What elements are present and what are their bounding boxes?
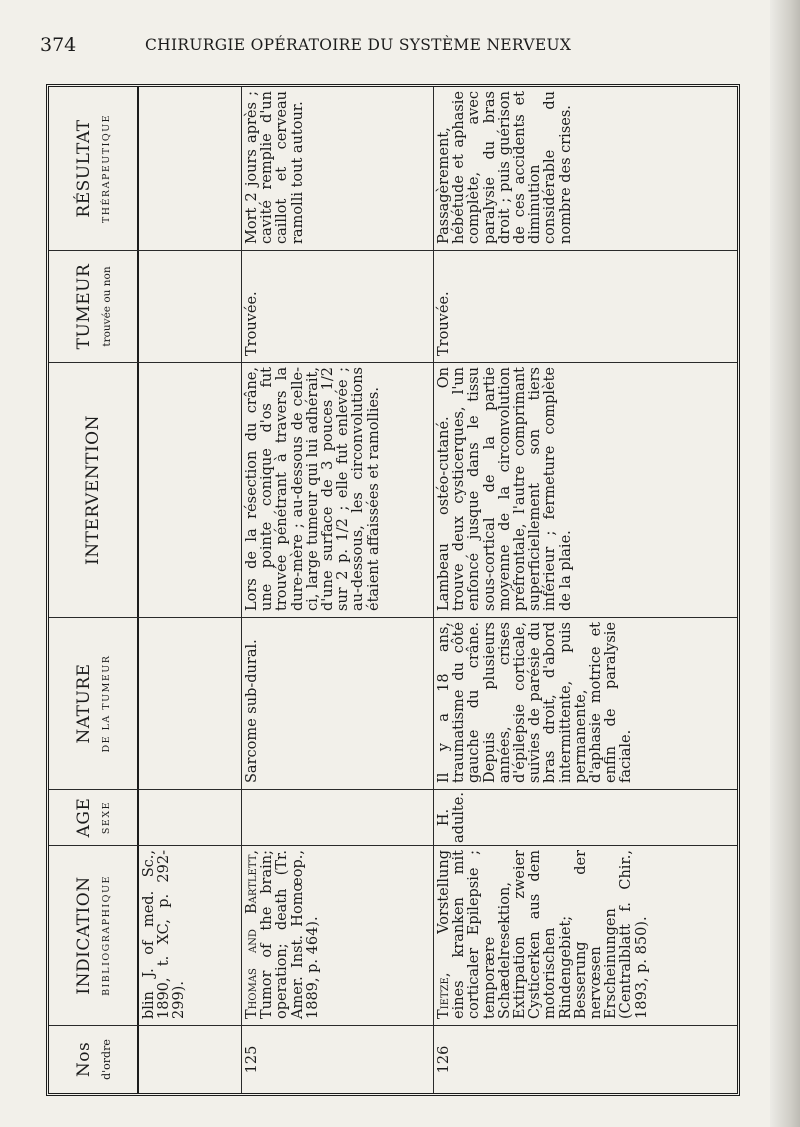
cell-indication-0 <box>139 846 242 1025</box>
cell-intervention-125: Lors de la résection du crâne, une pointe conique d'os fut trouvée pénétrant à travers la dure-mère ; au-dessous de celle-ci, large tumeur qui lui adhérait, d'une surface de 3 pouces 1/2 sur 2 p. 1/2 ; elle fut enlevée ; au-dessous, les circonvolutions étaient affaissées et ramollies. <box>242 363 434 617</box>
header-nature <box>49 618 139 789</box>
column-tumeur <box>49 250 737 362</box>
cell-tumeur-125: Trouvée. <box>242 251 434 362</box>
cell-num-126: 126 <box>436 1045 452 1074</box>
cell-resultat-125: Mort 2 jours après ; cavité remplie d'un caillot et cerveau ramolli tout autour. <box>242 87 434 250</box>
indication-text: blin J. of med. Sc., 1890, t. XC, p. 292-299). <box>141 850 188 1019</box>
cell-indication-126 <box>434 846 737 1025</box>
header-resultat <box>49 87 139 250</box>
indication-authors: Thomas and Bartlett, <box>244 850 260 1019</box>
cell-tumeur-126: Trouvée. <box>436 291 452 356</box>
cell-resultat-126: Passagèrement, hébétude et aphasie complète, avec paralysie du bras droit ; puis guérison de ces accidents et diminution considérable du nombre des crises. <box>436 91 574 244</box>
indication-authors: Tietze, <box>436 972 452 1019</box>
page-number: 374 <box>40 34 77 56</box>
header-intervention <box>49 363 139 617</box>
column-resultat <box>49 87 737 250</box>
cell-intervention-126: Lambeau ostéo-cutané. On trouve deux cysticerques, l'un enfoncé jusque dans le tissu sous-cortical de la partie moyenne de la circonvolution préfrontale, l'autre comprimant superficiellement son tiers inférieur ; fermeture complète de la plaie. <box>436 367 574 611</box>
column-indication <box>49 845 737 1025</box>
column-numero <box>49 1025 737 1093</box>
cell-nature-126: Il y a 18 ans, traumatisme du côté gauche du crâne. Depuis plusieurs années, crises d'épilepsie corticale, suivies de parésie du bras droit, d'abord intermittente, puis permanente, d'aphasie motrice et enfin de paralysie faciale. <box>436 622 635 783</box>
column-age <box>49 789 737 845</box>
header-tumeur-title: TUMEUR <box>74 263 94 350</box>
header-indication-sub: BIBLIOGRAPHIQUE <box>101 875 112 996</box>
page-edge-shadow <box>770 0 800 1127</box>
header-numero-sub: d'ordre <box>100 1039 113 1080</box>
header-indication-title: INDICATION <box>74 876 94 995</box>
header-tumeur <box>49 251 139 362</box>
cell-nature-125: Sarcome sub-dural. <box>242 618 434 789</box>
column-nature <box>49 617 737 789</box>
header-resultat-sub: THÉRAPEUTIQUE <box>101 113 112 224</box>
clinical-cases-table <box>46 84 740 1096</box>
header-nature-sub: DE LA TUMEUR <box>101 654 112 753</box>
cell-num-125: 125 <box>242 1026 434 1093</box>
header-indication <box>49 846 139 1025</box>
cell-tumeur-0 <box>139 251 242 362</box>
cell-age-0 <box>139 790 242 845</box>
cell-resultat-0 <box>139 87 242 250</box>
cell-age-126: H. adulte. <box>436 792 468 843</box>
cell-indication-125 <box>242 846 434 1025</box>
header-intervention-title: INTERVENTION <box>83 415 103 565</box>
cell-nature-0 <box>139 618 242 789</box>
header-age <box>49 790 139 845</box>
header-numero <box>49 1026 139 1093</box>
header-age-sub: SEXE <box>101 800 112 835</box>
page-header <box>40 34 740 60</box>
header-numero-title: Nos <box>74 1041 94 1078</box>
cell-age-125 <box>242 790 434 845</box>
indication-text: Vorstellung eines kranken mit corticaler Epilepsie ; temporære Schædelresektion, Extirpation zweier Cysticerken aus dem motorischen Rindengebiet; Besserung der nervœsen Erscheinungen (Centralblatt f. Chir., 1893, p. 850). <box>436 850 650 1019</box>
indication-text: Tumor of the brain; operation; death (Tr. Amer. Inst. Homœop., 1889, p. 464). <box>259 850 321 1019</box>
header-age-title: AGE <box>74 797 94 838</box>
cell-num-0 <box>139 1026 242 1093</box>
header-tumeur-sub: trouvée ou non <box>101 266 113 347</box>
header-nature-title: NATURE <box>74 663 94 744</box>
column-intervention <box>49 362 737 617</box>
header-resultat-title: RÉSULTAT <box>74 119 94 218</box>
running-title: CHIRURGIE OPÉRATOIRE DU SYSTÈME NERVEUX <box>145 36 572 54</box>
cell-intervention-0 <box>139 363 242 617</box>
